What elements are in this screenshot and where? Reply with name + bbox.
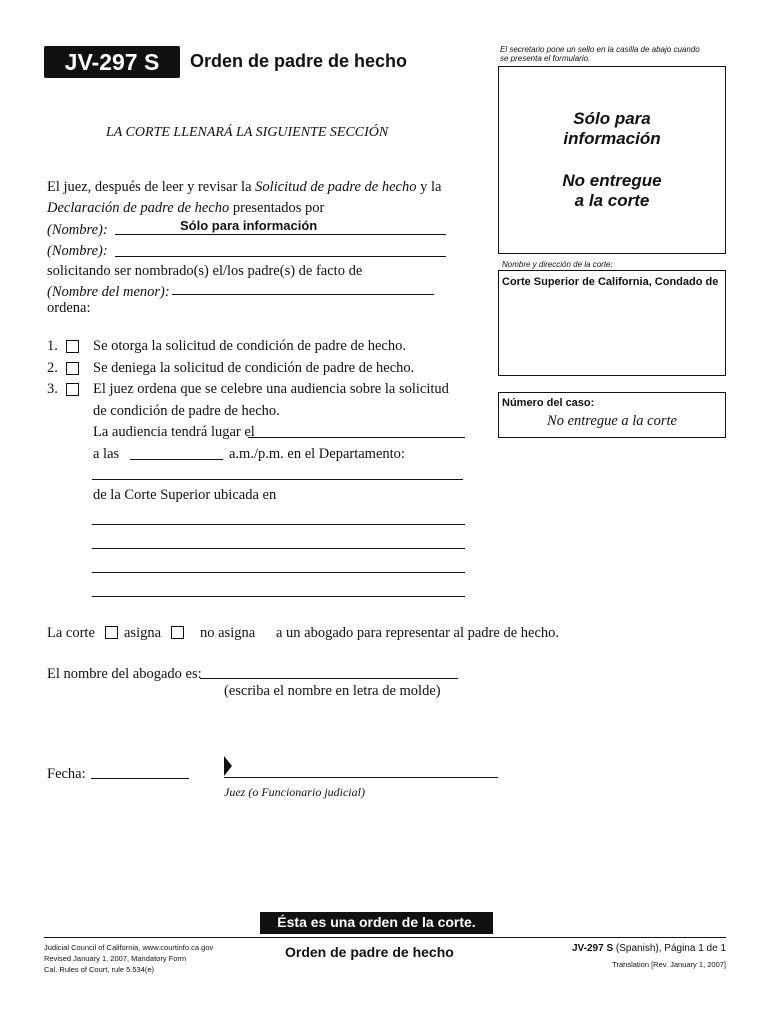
- stamp-line-4: a la corte: [574, 191, 650, 210]
- case-number-label: Número del caso:: [502, 397, 595, 409]
- date-label: Fecha:: [47, 766, 86, 782]
- name-field-1-line: [115, 234, 446, 235]
- court-location-label: de la Corte Superior ubicada en: [93, 487, 277, 503]
- order-3-number: 3.: [47, 381, 58, 397]
- petition-title: Solicitud de padre de hecho: [255, 179, 417, 195]
- hearing-time-label: a las: [93, 446, 120, 462]
- court-address-line-1[interactable]: [92, 524, 465, 525]
- order-2-checkbox[interactable]: [66, 362, 79, 375]
- order-1-text: Se otorga la solicitud de condición de padre de hecho.: [93, 338, 406, 354]
- form-number-badge: [44, 46, 180, 78]
- hearing-date-label: La audiencia tendrá lugar el: [93, 424, 255, 440]
- date-field[interactable]: [91, 778, 189, 779]
- not-appoints-label: no asigna: [200, 625, 256, 641]
- form-title: Orden de padre de hecho: [190, 51, 408, 71]
- attorney-court-label: La corte: [47, 625, 95, 641]
- stamp-line-3: No entregue: [562, 171, 662, 190]
- orders-label: ordena:: [47, 300, 91, 316]
- court-order-banner-text: Ésta es una orden de la corte.: [277, 914, 476, 930]
- attorney-text: a un abogado para representar al padre de hecho.: [276, 625, 560, 641]
- section-heading: LA CORTE LLENARÁ LA SIGUIENTE SECCIÓN: [106, 125, 389, 140]
- clerk-stamp-box: [498, 66, 726, 254]
- intro-line-2: Declaración de padre de hecho presentados por: [47, 200, 325, 216]
- stamp-line-2: información: [563, 129, 661, 148]
- court-box[interactable]: [498, 270, 726, 376]
- court-order-banner: [260, 912, 493, 934]
- appoints-label: asigna: [124, 625, 162, 641]
- court-address-line-2[interactable]: [92, 548, 465, 549]
- footer-page-info: JV-297 S (Spanish), Página 1 de 1: [571, 943, 726, 954]
- stamp-line-1: Sólo para: [573, 109, 651, 128]
- department-label: a.m./p.m. en el Departamento:: [229, 446, 405, 462]
- case-number-value: No entregue a la corte: [547, 413, 677, 429]
- name-label-1: (Nombre):: [47, 222, 108, 238]
- intro-line-1: El juez, después de leer y revisar la Solicitud de padre de hecho y la: [47, 179, 442, 195]
- court-address-line-3[interactable]: [92, 572, 465, 573]
- clerk-note: El secretario pone un sello en la casilla de abajo cuando se presenta el formulario.: [500, 45, 700, 63]
- court-label: Nombre y dirección de la corte:: [502, 260, 613, 269]
- footer-left-1: Judicial Council of California, www.courtinfo.ca.gov: [44, 943, 214, 952]
- order-3-checkbox[interactable]: [66, 383, 79, 396]
- declaration-title: Declaración de padre de hecho: [47, 200, 230, 216]
- name-label-2: (Nombre):: [47, 243, 108, 259]
- name-field-2[interactable]: [115, 256, 446, 257]
- footer-rule: [44, 937, 726, 938]
- footer-translation: Translation [Rev. January 1, 2007]: [612, 960, 726, 969]
- requesting-text: solicitando ser nombrado(s) el/los padre(s) de facto de: [47, 263, 363, 279]
- court-name: Corte Superior de California, Condado de: [502, 276, 719, 288]
- not-appoints-checkbox[interactable]: [171, 626, 184, 639]
- judge-signature-field[interactable]: [224, 777, 498, 778]
- judge-label: Juez (o Funcionario judicial): [224, 785, 365, 799]
- order-3-text-b: de condición de padre de hecho.: [93, 403, 280, 419]
- order-3-text-a: El juez ordena que se celebre una audiencia sobre la solicitud: [93, 381, 449, 397]
- order-2-text: Se deniega la solicitud de condición de padre de hecho.: [93, 360, 415, 376]
- order-2-number: 2.: [47, 360, 58, 376]
- footer-left-3: Cal. Rules of Court, rule 5.534(e): [44, 965, 155, 974]
- hearing-time-field[interactable]: [130, 459, 223, 460]
- case-number-box[interactable]: [498, 392, 726, 438]
- hearing-date-field[interactable]: [248, 437, 465, 438]
- appoints-checkbox[interactable]: [105, 626, 118, 639]
- footer-form-number: JV-297 S: [571, 943, 614, 954]
- child-name-label: (Nombre del menor):: [47, 284, 170, 300]
- footer-left-2: Revised January 1, 2007, Mandatory Form: [44, 954, 187, 963]
- order-1-number: 1.: [47, 338, 58, 354]
- child-name-field[interactable]: [172, 294, 434, 295]
- print-name-note: (escriba el nombre en letra de molde): [224, 683, 441, 699]
- form-number: JV-297 S: [64, 49, 160, 75]
- footer-title: Orden de padre de hecho: [285, 944, 454, 960]
- department-field[interactable]: [92, 479, 463, 480]
- court-address-line-4[interactable]: [92, 596, 465, 597]
- signature-arrow-icon: [224, 756, 232, 776]
- order-1-checkbox[interactable]: [66, 340, 79, 353]
- attorney-name-field[interactable]: [200, 678, 458, 679]
- name-field-1[interactable]: Sólo para información: [180, 218, 318, 233]
- attorney-name-label: El nombre del abogado es:: [47, 666, 202, 682]
